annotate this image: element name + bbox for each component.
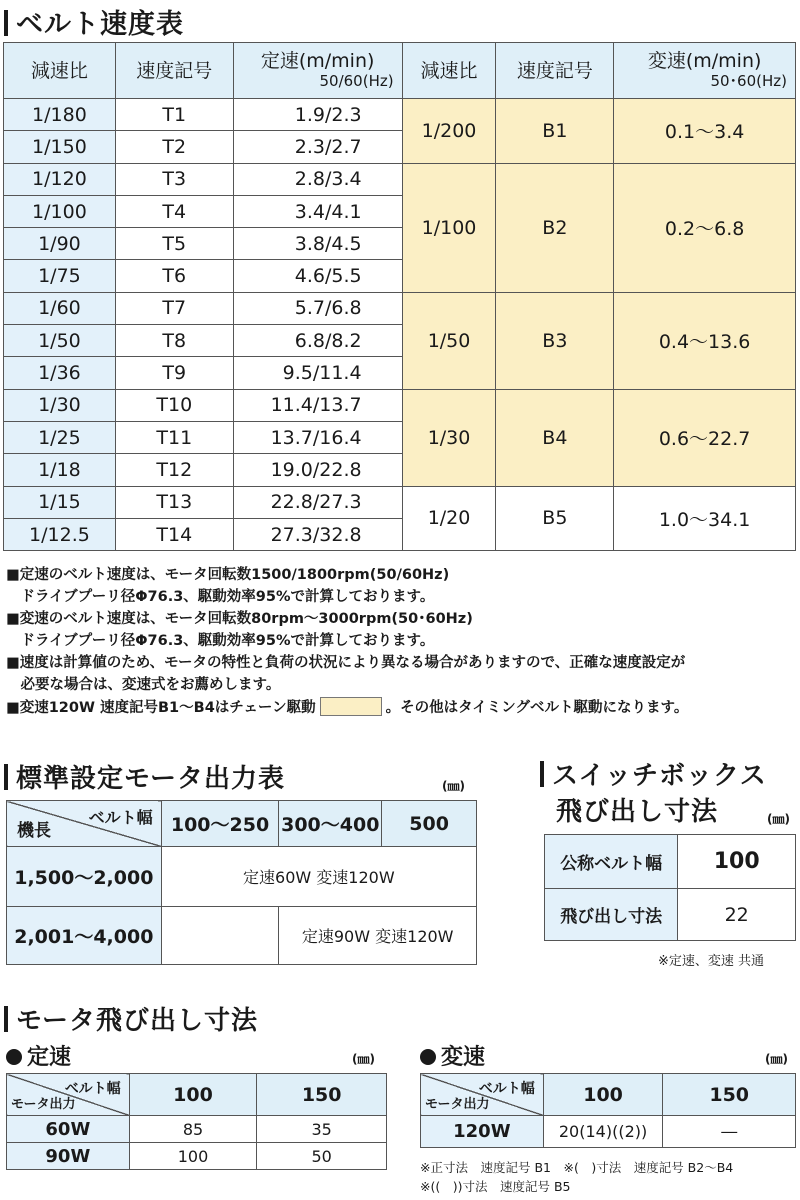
- var-speed-cell: 0.1～3.4: [614, 99, 796, 164]
- var-speed-cell: 0.6～22.7: [614, 389, 796, 486]
- ratio-cell: 1/12.5: [4, 518, 116, 550]
- variable-note-2: ※(( ))寸法 速度記号 B5: [420, 1179, 571, 1194]
- output-value: 定速90W 変速120W: [279, 907, 477, 965]
- var-ratio-cell: 1/200: [402, 99, 496, 164]
- var-ratio-cell: 1/20: [402, 486, 496, 551]
- title-bar-mark: [4, 10, 8, 36]
- fixed-speed-cell: 2.8/3.4: [233, 163, 402, 195]
- fixed-protrusion-table: [6, 1073, 387, 1170]
- ratio-cell: 1/25: [4, 421, 116, 453]
- fixed-speed-cell: 13.7/16.4: [233, 421, 402, 453]
- highlight-swatch: [320, 697, 382, 716]
- note-line: ■変速のベルト速度は、モータ回転数80rpm～3000rpm(50･60Hz): [6, 611, 473, 627]
- length-cell: 1,500～2,000: [7, 847, 162, 907]
- fixed-speed-subtitle: 定速: [6, 1040, 71, 1071]
- fixed-speed-cell: 22.8/27.3: [233, 486, 402, 518]
- fixed-speed-cell: 1.9/2.3: [233, 99, 402, 131]
- speed-code-cell: T14: [115, 518, 233, 550]
- width-col: 100: [129, 1074, 257, 1116]
- motor-output-unit: (㎜): [442, 779, 465, 793]
- motor-protrusion-title: モータ飛び出し寸法: [4, 1000, 258, 1037]
- speed-code-cell: T10: [115, 389, 233, 421]
- var-speed-cell: 1.0～34.1: [614, 486, 796, 551]
- motor-output-corner: ベルト幅 機長: [7, 801, 162, 847]
- speed-code-cell: T4: [115, 195, 233, 227]
- note-line: ■速度は計算値のため、モータの特性と負荷の状況により異なる場合がありますので、正確な速度設定が: [6, 655, 686, 671]
- var-ratio-cell: 1/30: [402, 389, 496, 486]
- width-col: 500: [382, 801, 477, 847]
- protrusion-value: 50: [257, 1143, 387, 1170]
- header-fixed-speed: 定速(m/min) 50/60(Hz): [233, 43, 402, 99]
- speed-code-cell: T5: [115, 228, 233, 260]
- variable-speed-subtitle: 変速: [420, 1040, 485, 1071]
- output-value: 定速60W 変速120W: [161, 847, 476, 907]
- speed-code-cell: T12: [115, 454, 233, 486]
- header-code-2: 速度記号: [496, 43, 614, 99]
- fixed-speed-cell: 3.8/4.5: [233, 228, 402, 260]
- var-code-cell: B5: [496, 486, 614, 551]
- speed-code-cell: T9: [115, 357, 233, 389]
- switch-box-title: スイッチボックス 飛び出し寸法: [540, 758, 767, 830]
- title-bar-mark: [4, 764, 8, 790]
- fixed-speed-cell: 19.0/22.8: [233, 454, 402, 486]
- speed-code-cell: T11: [115, 421, 233, 453]
- speed-code-cell: T6: [115, 260, 233, 292]
- protrusion-value: 35: [257, 1116, 387, 1143]
- width-col: 100: [543, 1074, 663, 1116]
- header-ratio-2: 減速比: [402, 43, 496, 99]
- var-code-cell: B3: [496, 292, 614, 389]
- ratio-cell: 1/100: [4, 195, 116, 227]
- header-var-speed: 変速(m/min) 50･60(Hz): [614, 43, 796, 99]
- ratio-cell: 1/50: [4, 325, 116, 357]
- switch-value: 100: [678, 835, 796, 889]
- speed-code-cell: T1: [115, 99, 233, 131]
- note-line: 必要な場合は、変速式をお薦めします。: [6, 677, 281, 693]
- protrusion-value: 20(14)((2)): [543, 1116, 663, 1148]
- ratio-cell: 1/180: [4, 99, 116, 131]
- speed-row: [4, 389, 796, 421]
- var-ratio-cell: 1/50: [402, 292, 496, 389]
- title-bar-mark: [540, 761, 544, 787]
- switch-box-unit: (㎜): [767, 812, 790, 826]
- ratio-cell: 1/150: [4, 131, 116, 163]
- title-bar-mark: [4, 1006, 8, 1032]
- var-code-cell: B1: [496, 99, 614, 164]
- switch-label: 公称ベルト幅: [545, 835, 678, 889]
- var-speed-cell: 0.4～13.6: [614, 292, 796, 389]
- fixed-speed-cell: 9.5/11.4: [233, 357, 402, 389]
- note-line: ドライブプーリ径Φ76.3、駆動効率95%で計算しております。: [6, 633, 435, 649]
- chain-drive-note: ■変速120W 速度記号B1～B4はチェーン駆動 。その他はタイミングベルト駆動になります。: [6, 697, 688, 719]
- width-col: 150: [663, 1074, 796, 1116]
- fixed-speed-cell: 11.4/13.7: [233, 389, 402, 421]
- fixed-speed-cell: 5.7/6.8: [233, 292, 402, 324]
- motor-output-cell: 120W: [421, 1116, 544, 1148]
- ratio-cell: 1/36: [4, 357, 116, 389]
- switch-box-note: ※定速、変速 共通: [658, 954, 765, 969]
- ratio-cell: 1/30: [4, 389, 116, 421]
- width-col: 300～400: [279, 801, 382, 847]
- motor-output-cell: 90W: [7, 1143, 130, 1170]
- header-code: 速度記号: [115, 43, 233, 99]
- speed-row: [4, 163, 796, 195]
- ratio-cell: 1/15: [4, 486, 116, 518]
- protrusion-value: 85: [129, 1116, 257, 1143]
- speed-code-cell: T2: [115, 131, 233, 163]
- variable-note-1: ※正寸法 速度記号 B1 ※( )寸法 速度記号 B2～B4: [420, 1160, 734, 1175]
- variable-corner: ベルト幅 モータ出力: [421, 1074, 544, 1116]
- length-cell: 2,001～4,000: [7, 907, 162, 965]
- var-ratio-cell: 1/100: [402, 163, 496, 292]
- fixed-speed-cell: 6.8/8.2: [233, 325, 402, 357]
- note-line: ■定速のベルト速度は、モータ回転数1500/1800rpm(50/60Hz): [6, 567, 450, 583]
- bullet-icon: [6, 1049, 22, 1065]
- fixed-unit: (㎜): [352, 1052, 375, 1066]
- speed-row: [4, 486, 796, 518]
- width-col: 100～250: [161, 801, 279, 847]
- ratio-cell: 1/18: [4, 454, 116, 486]
- var-code-cell: B2: [496, 163, 614, 292]
- motor-output-table: [6, 800, 477, 965]
- ratio-cell: 1/60: [4, 292, 116, 324]
- var-speed-cell: 0.2～6.8: [614, 163, 796, 292]
- var-code-cell: B4: [496, 389, 614, 486]
- fixed-speed-cell: 2.3/2.7: [233, 131, 402, 163]
- fixed-corner: ベルト幅 モータ出力: [7, 1074, 130, 1116]
- ratio-cell: 1/75: [4, 260, 116, 292]
- variable-protrusion-table: [420, 1073, 796, 1148]
- switch-box-table: [544, 834, 796, 941]
- ratio-cell: 1/120: [4, 163, 116, 195]
- fixed-speed-cell: 27.3/32.8: [233, 518, 402, 550]
- note-line: ドライブプーリ径Φ76.3、駆動効率95%で計算しております。: [6, 589, 435, 605]
- fixed-speed-cell: 4.6/5.5: [233, 260, 402, 292]
- speed-code-cell: T8: [115, 325, 233, 357]
- variable-unit: (㎜): [765, 1052, 788, 1066]
- speed-code-cell: T13: [115, 486, 233, 518]
- protrusion-value: 100: [129, 1143, 257, 1170]
- speed-row: [4, 99, 796, 131]
- speed-code-cell: T7: [115, 292, 233, 324]
- belt-speed-table: [3, 42, 796, 551]
- motor-output-title: 標準設定モータ出力表: [4, 758, 285, 795]
- protrusion-value: ―: [663, 1116, 796, 1148]
- motor-output-cell: 60W: [7, 1116, 130, 1143]
- bullet-icon: [420, 1049, 436, 1065]
- belt-speed-title: ベルト速度表: [4, 2, 184, 41]
- switch-value: 22: [678, 889, 796, 941]
- width-col: 150: [257, 1074, 387, 1116]
- speed-code-cell: T3: [115, 163, 233, 195]
- ratio-cell: 1/90: [4, 228, 116, 260]
- fixed-speed-cell: 3.4/4.1: [233, 195, 402, 227]
- speed-row: [4, 292, 796, 324]
- header-ratio: 減速比: [4, 43, 116, 99]
- switch-label: 飛び出し寸法: [545, 889, 678, 941]
